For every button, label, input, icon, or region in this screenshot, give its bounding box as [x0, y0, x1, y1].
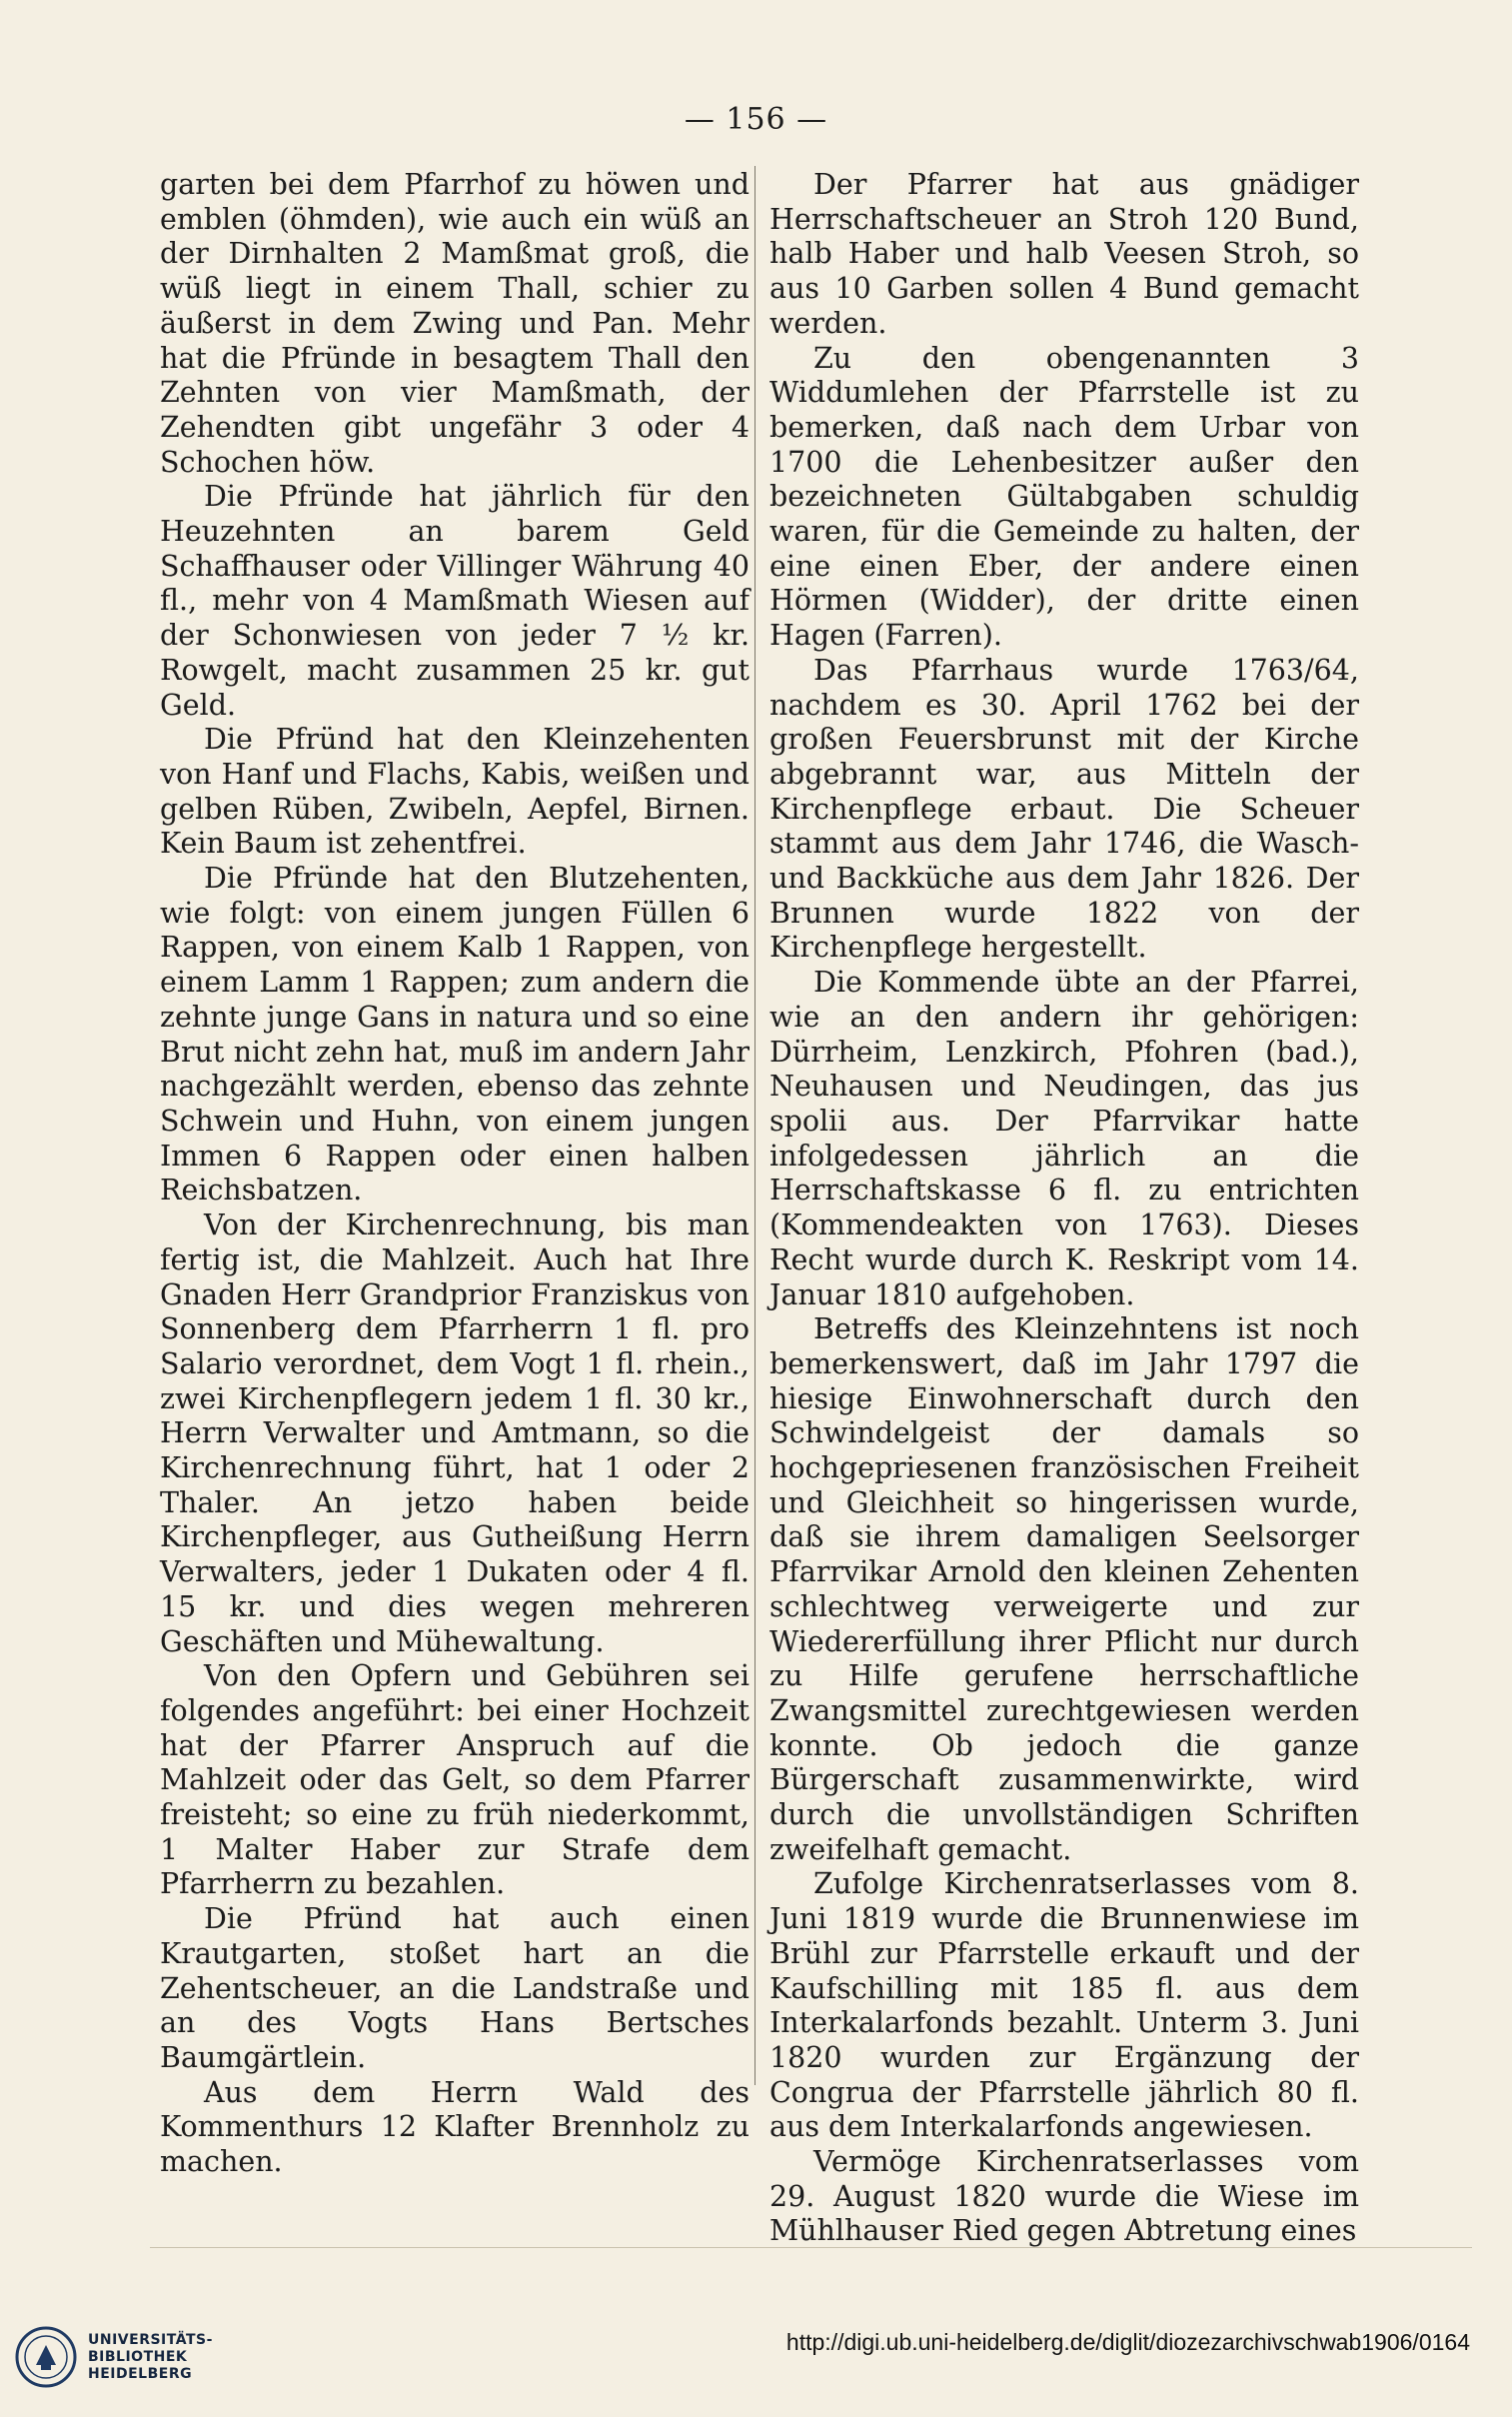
paragraph: Zufolge Kirchenratserlasses vom 8. Juni 1819 wurde die Brunnenwiese im Brühl zur Pfarrstelle erkauft und der Kaufschilling mit 185 fl. aus dem Interkalarfonds bezahlt. Unterm 3. Juni 1820 wurden zur Ergänzung der Congrua der Pfarrstelle jährlich 80 fl. aus dem Interkalarfonds angewiesen.	[769, 1867, 1359, 2144]
university-seal-icon	[14, 2325, 78, 2389]
library-name	[88, 2332, 213, 2383]
library-logo	[14, 2317, 234, 2397]
paragraph: Das Pfarrhaus wurde 1763/64, nachdem es 30. April 1762 bei der großen Feuersbrunst mit der Kirche abgebrannt war, aus Mitteln der Kirchenpflege erbaut. Die Scheuer stammt aus dem Jahr 1746, die Wasch- und Backküche aus dem Jahr 1826. Der Brunnen wurde 1822 von der Kirchenpflege hergestellt.	[769, 653, 1359, 965]
library-name-line1: UNIVERSITÄTS-	[88, 2331, 213, 2348]
page-number: — 156 —	[684, 102, 828, 137]
paragraph: Betreffs des Kleinzehntens ist noch bemerkenswert, daß im Jahr 1797 die hiesige Einwohnerschaft durch den Schwindelgeist der damals so hochgepriesenen französischen Freiheit und Gleichheit so hingerissen wurde, daß sie ihrem damaligen Seelsorger Pfarrvikar Arnold den kleinen Zehenten schlechtweg verweigerte und zur Wiedererfüllung ihrer Pflicht nur durch zu Hilfe gerufene herrschaftliche Zwangsmittel zurechtgewiesen werden konnte. Ob jedoch die ganze Bürgerschaft zusammenwirkte, wird durch die unvollständigen Schriften zweifelhaft gemacht.	[769, 1312, 1359, 1866]
paragraph: Der Pfarrer hat aus gnädiger Herrschaftscheuer an Stroh 120 Bund, halb Haber und halb Veesen Stroh, so aus 10 Garben sollen 4 Bund gemacht werden.	[769, 168, 1359, 340]
column-divider	[755, 166, 756, 2085]
source-url-link[interactable]: http://digi.ub.uni-heidelberg.de/diglit/diozezarchivschwab1906/0164	[785, 2329, 1470, 2355]
paragraph: Vermöge Kirchenratserlasses vom 29. August 1820 wurde die Wiese im Mühlhauser Ried gegen Abtretung eines	[769, 2145, 1359, 2248]
library-name-line3: HEIDELBERG	[88, 2365, 193, 2382]
right-text-column	[769, 168, 1359, 2249]
paragraph: garten bei dem Pfarrhof zu höwen und emblen (öhmden), wie auch ein wüß an der Dirnhalten 2 Mamßmat groß, die wüß liegt in einem Thall, schier zu äußerst in dem Zwing und Pan. Mehr hat die Pfründe in besagtem Thall den Zehnten von vier Mamßmath, der Zehendten gibt ungefähr 3 oder 4 Schochen höw.	[160, 168, 750, 479]
paragraph: Zu den obengenannten 3 Widdumlehen der Pfarrstelle ist zu bemerken, daß nach dem Urbar von 1700 die Lehenbesitzer außer den bezeichneten Gültabgaben schuldig waren, für die Gemeinde zu halten, der eine einen Eber, der andere einen Hörmen (Widder), der dritte einen Hagen (Farren).	[769, 341, 1359, 653]
paragraph: Die Kommende übte an der Pfarrei, wie an den andern ihr gehörigen: Dürrheim, Lenzkirch, Pfohren (bad.), Neuhausen und Neudingen, das jus spolii aus. Der Pfarrvikar hatte infolgedessen jährlich an die Herrschaftskasse 6 fl. zu entrichten (Kommendeakten von 1763). Dieses Recht wurde durch K. Reskript vom 14. Januar 1810 aufgehoben.	[769, 966, 1359, 1311]
paragraph: Aus dem Herrn Wald des Kommenthurs 12 Klafter Brennholz zu machen.	[160, 2075, 750, 2179]
paragraph: Von der Kirchenrechnung, bis man fertig ist, die Mahlzeit. Auch hat Ihre Gnaden Herr Grandprior Franziskus von Sonnenberg dem Pfarrherrn 1 fl. pro Salario verordnet, dem Vogt 1 fl. rhein., zwei Kirchenpflegern jedem 1 fl. 30 kr., Herrn Verwalter und Amtmann, so die Kirchenrechnung führt, hat 1 oder 2 Thaler. An jetzo haben beide Kirchenpfleger, aus Gutheißung Herrn Verwalters, jeder 1 Dukaten oder 4 fl. 15 kr. und dies wegen mehreren Geschäften und Mühewaltung.	[160, 1208, 750, 1658]
paragraph: Die Pfründe hat jährlich für den Heuzehnten an barem Geld Schaffhauser oder Villinger Währung 40 fl., mehr von 4 Mamßmath Wiesen auf der Schonwiesen von jeder 7 ½ kr. Rowgelt, macht zusammen 25 kr. gut Geld.	[160, 480, 750, 722]
left-text-column	[160, 168, 750, 2180]
library-name-line2: BIBLIOTHEK	[88, 2348, 188, 2365]
paragraph: Die Pfründ hat auch einen Krautgarten, stoßet hart an die Zehentscheuer, an die Landstraße und an des Vogts Hans Bertsches Baumgärtlein.	[160, 1902, 750, 2074]
paragraph: Von den Opfern und Gebühren sei folgendes angeführt: bei einer Hochzeit hat der Pfarrer Anspruch auf die Mahlzeit oder das Gelt, so dem Pfarrer freisteht; so eine zu früh niederkommt, 1 Malter Haber zur Strafe dem Pfarrherrn zu bezahlen.	[160, 1659, 750, 1901]
paragraph: Die Pfründe hat den Blutzehenten, wie folgt: von einem jungen Füllen 6 Rappen, von einem Kalb 1 Rappen, von einem Lamm 1 Rappen; zum andern die zehnte junge Gans in natura und so eine Brut nicht zehn hat, muß im andern Jahr nachgezählt werden, ebenso das zehnte Schwein und Huhn, von einem jungen Immen 6 Rappen oder einen halben Reichsbatzen.	[160, 862, 750, 1208]
footer-divider	[150, 2247, 1472, 2248]
paragraph: Die Pfründ hat den Kleinzehenten von Hanf und Flachs, Kabis, weißen und gelben Rüben, Zwibeln, Aepfel, Birnen. Kein Baum ist zehentfrei.	[160, 723, 750, 861]
